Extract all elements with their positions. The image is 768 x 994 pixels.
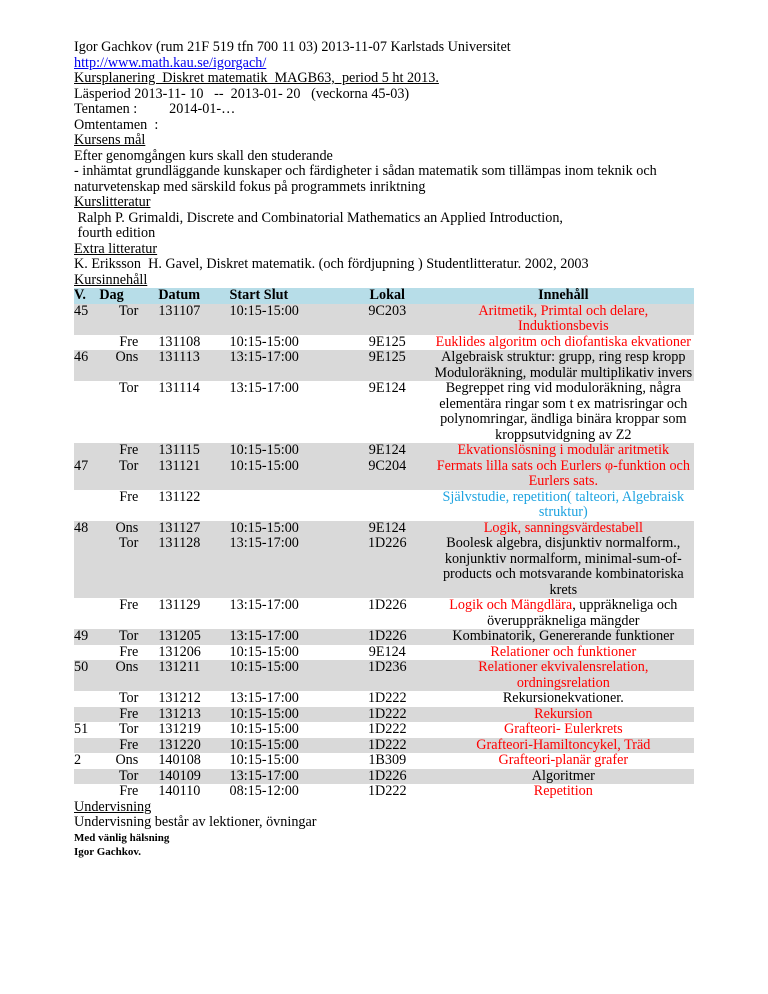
day-cell: Tor bbox=[99, 769, 158, 785]
time-cell: 13:15-17:00 bbox=[230, 629, 342, 645]
time-cell: 08:15-12:00 bbox=[229, 783, 299, 799]
day-cell: Fre bbox=[119, 333, 139, 350]
date-cell: 131220 bbox=[158, 738, 229, 754]
day-cell: Tor bbox=[99, 459, 158, 490]
time-cell: 10:15-15:00 bbox=[229, 333, 299, 350]
content-cell: Grafteori- Eulerkrets bbox=[504, 721, 623, 737]
room-cell: 1D222 bbox=[367, 690, 407, 706]
week-cell: 47 bbox=[74, 459, 99, 490]
date-cell: 131107 bbox=[158, 304, 229, 335]
goals-text-2: - inhämtat grundläggande kunskaper och färdigheter i sådan matematik som tillämpas inom teknik och naturvetenskap med särskild fokus på programmets inriktning bbox=[74, 163, 657, 195]
day-cell: Fre bbox=[99, 707, 158, 723]
week-cell: 48 bbox=[74, 521, 99, 537]
room-cell: 1B309 bbox=[368, 752, 407, 768]
date-cell: 131219 bbox=[158, 721, 201, 737]
time-cell: 13:15-17:00 bbox=[230, 350, 342, 381]
week-cell: 2 bbox=[74, 752, 82, 768]
date-cell: 131121 bbox=[158, 459, 229, 490]
schedule-row bbox=[74, 707, 694, 723]
room-cell: 9E125 bbox=[342, 350, 433, 381]
time-cell: 13:15-17:00 bbox=[229, 690, 299, 706]
schedule-row bbox=[74, 598, 694, 629]
content-rest: , uppräkneliga och överuppräkneliga mängder bbox=[487, 597, 678, 629]
content-cell: Grafteori-Hamiltoncykel, Träd bbox=[433, 738, 694, 754]
room-cell: 1D222 bbox=[342, 738, 433, 754]
schedule-row bbox=[74, 459, 694, 490]
week-cell bbox=[74, 598, 99, 629]
day-cell: Fre bbox=[119, 488, 139, 505]
date-cell: 131128 bbox=[158, 536, 229, 598]
time-cell: 13:15-17:00 bbox=[229, 380, 299, 396]
extra-literature-text: K. Eriksson H. Gavel, Diskret matematik. (och fördjupning ) Studentlitteratur. 2002, 2003 bbox=[74, 256, 589, 272]
room-cell: 9C204 bbox=[342, 459, 433, 490]
time-cell: 10:15-15:00 bbox=[230, 660, 342, 691]
day-cell: Fre bbox=[119, 597, 139, 613]
week-cell bbox=[74, 784, 99, 800]
goals-heading: Kursens mål bbox=[74, 132, 146, 148]
content-cell: Repetition bbox=[533, 783, 593, 799]
time-cell: 10:15-15:00 bbox=[229, 721, 299, 737]
date-cell: 131205 bbox=[158, 629, 229, 645]
schedule-row bbox=[74, 753, 694, 769]
date-cell: 140110 bbox=[158, 783, 201, 799]
week-cell bbox=[74, 645, 99, 661]
week-cell: 45 bbox=[74, 304, 99, 335]
room-cell: 1D226 bbox=[342, 769, 433, 785]
content-cell: Relationer ekvivalensrelation, ordningsrelation bbox=[433, 660, 694, 691]
time-cell bbox=[230, 490, 342, 521]
room-cell: 1D222 bbox=[367, 783, 407, 799]
literature-text-1: Ralph P. Grimaldi, Discrete and Combinatorial Mathematics an Applied Introduction, bbox=[74, 209, 563, 226]
schedule-row bbox=[74, 490, 694, 521]
header-info: Igor Gachkov (rum 21F 519 tfn 700 11 03) 2013-11-07 Karlstads Universitet bbox=[74, 39, 511, 55]
date-cell: 131213 bbox=[158, 707, 229, 723]
week-cell: 51 bbox=[74, 721, 89, 737]
content-cell: Fermats lilla sats och Eurlers φ-funktion och Eurlers sats. bbox=[433, 459, 694, 490]
schedule-row bbox=[74, 629, 694, 645]
day-cell: Ons bbox=[99, 521, 158, 537]
schedule-row bbox=[74, 784, 694, 800]
schedule-row bbox=[74, 381, 694, 443]
schedule-row bbox=[74, 645, 694, 661]
day-cell: Tor bbox=[118, 380, 139, 396]
day-cell: Fre bbox=[119, 783, 139, 799]
signature-greeting: Med vänlig hälsning bbox=[74, 831, 170, 844]
homepage-link[interactable]: http://www.math.kau.se/igorgach/ bbox=[74, 54, 267, 71]
date-cell: 131127 bbox=[158, 521, 229, 537]
day-cell: Fre bbox=[119, 643, 139, 660]
course-plan-title: Kursplanering Diskret matematik MAGB63, period 5 ht 2013. bbox=[74, 70, 439, 86]
schedule-table bbox=[74, 288, 694, 800]
day-cell: Tor bbox=[99, 536, 158, 598]
header-day: Dag bbox=[99, 288, 158, 304]
header-date: Datum bbox=[158, 288, 229, 304]
schedule-row bbox=[74, 304, 694, 335]
document-page bbox=[74, 40, 694, 859]
room-cell: 1D226 bbox=[342, 536, 433, 598]
room-cell: 1D236 bbox=[342, 660, 433, 691]
schedule-row bbox=[74, 521, 694, 537]
room-cell: 9C203 bbox=[342, 304, 433, 335]
week-cell bbox=[74, 738, 99, 754]
date-cell: 131113 bbox=[158, 350, 229, 381]
date-cell: 131212 bbox=[158, 690, 201, 706]
date-cell: 131129 bbox=[158, 597, 201, 613]
week-cell: 50 bbox=[74, 660, 99, 691]
schedule-row bbox=[74, 769, 694, 785]
room-cell bbox=[342, 490, 433, 521]
header-week: V. bbox=[74, 288, 99, 304]
room-cell: 1D222 bbox=[367, 721, 407, 737]
day-cell: Tor bbox=[99, 629, 158, 645]
room-cell: 9E124 bbox=[368, 643, 406, 660]
day-cell: Tor bbox=[99, 304, 158, 335]
time-cell: 10:15-15:00 bbox=[229, 752, 299, 768]
content-cell: Euklides algoritm och diofantiska ekvationer bbox=[435, 333, 691, 350]
date-cell: 131108 bbox=[158, 333, 201, 350]
contents-heading: Kursinnehåll bbox=[74, 271, 148, 288]
week-cell bbox=[74, 769, 99, 785]
content-cell: Kombinatorik, Genererande funktioner bbox=[433, 629, 694, 645]
date-cell: 140108 bbox=[158, 752, 201, 768]
content-cell bbox=[433, 598, 694, 629]
day-cell: Ons bbox=[99, 660, 158, 691]
time-cell: 13:15-17:00 bbox=[230, 536, 342, 598]
content-cell: Ekvationslösning i modulär aritmetik bbox=[433, 443, 694, 459]
content-highlight: Logik och Mängdlära bbox=[449, 597, 573, 613]
content-cell: Algoritmer bbox=[433, 769, 694, 785]
content-cell: Begreppet ring vid moduloräkning, några elementära ringar som t ex matrisringar och polynomringar, ändliga binära kroppar som kroppsutvidgning av Z2 bbox=[439, 380, 688, 443]
schedule-row bbox=[74, 722, 694, 738]
literature-text-2: fourth edition bbox=[74, 225, 156, 241]
day-cell: Ons bbox=[99, 350, 158, 381]
time-cell: 10:15-15:00 bbox=[230, 443, 342, 459]
room-cell: 1D226 bbox=[342, 629, 433, 645]
schedule-header-row bbox=[74, 288, 694, 304]
schedule-row bbox=[74, 335, 694, 351]
content-cell: Rekursion bbox=[433, 707, 694, 723]
day-cell: Fre bbox=[99, 443, 158, 459]
schedule-row bbox=[74, 536, 694, 598]
week-cell: 46 bbox=[74, 350, 99, 381]
week-cell bbox=[74, 707, 99, 723]
literature-heading: Kurslitteratur bbox=[74, 194, 151, 210]
room-cell: 9E124 bbox=[342, 521, 433, 537]
day-cell: Ons bbox=[115, 752, 139, 768]
content-cell: Logik, sanningsvärdestabell bbox=[433, 521, 694, 537]
week-cell bbox=[74, 536, 99, 598]
room-cell: 9E124 bbox=[342, 443, 433, 459]
goals-text-1: Efter genomgången kurs skall den studerande bbox=[74, 147, 333, 164]
week-cell bbox=[74, 443, 99, 459]
schedule-row bbox=[74, 443, 694, 459]
schedule-row bbox=[74, 691, 694, 707]
day-cell: Tor bbox=[118, 690, 139, 706]
day-cell: Tor bbox=[118, 721, 139, 737]
schedule-row bbox=[74, 350, 694, 381]
extra-literature-heading: Extra litteratur bbox=[74, 240, 158, 257]
date-cell: 131122 bbox=[158, 488, 201, 505]
schedule-row bbox=[74, 660, 694, 691]
schedule-row bbox=[74, 738, 694, 754]
date-cell: 131114 bbox=[158, 380, 200, 396]
time-cell: 10:15-15:00 bbox=[230, 707, 342, 723]
exam-date: Tentamen : 2014-01-… bbox=[74, 101, 236, 117]
content-cell: Algebraisk struktur: grupp, ring resp kropp Moduloräkning, modulär multiplikativ invers bbox=[434, 349, 693, 381]
header-time: Start Slut bbox=[230, 288, 342, 304]
week-cell bbox=[74, 381, 99, 443]
week-cell bbox=[74, 335, 99, 351]
time-cell: 10:15-15:00 bbox=[230, 521, 342, 537]
date-cell: 131206 bbox=[158, 643, 201, 660]
date-cell: 140109 bbox=[158, 769, 229, 785]
header-room: Lokal bbox=[342, 288, 433, 304]
time-cell: 10:15-15:00 bbox=[230, 304, 342, 335]
week-cell bbox=[74, 490, 99, 521]
content-cell: Boolesk algebra, disjunktiv normalform., konjunktiv normalform, minimal-sum-of-products och motsvarande kombinatoriska krets bbox=[433, 536, 694, 598]
week-cell bbox=[74, 691, 99, 707]
content-cell: Rekursionekvationer. bbox=[502, 690, 624, 706]
date-cell: 131211 bbox=[158, 660, 229, 691]
room-cell: 1D226 bbox=[367, 597, 407, 613]
signature-name: Igor Gachkov. bbox=[74, 845, 142, 858]
content-cell: Grafteori-planär grafer bbox=[498, 752, 629, 768]
room-cell: 1D222 bbox=[342, 707, 433, 723]
header-content: Innehåll bbox=[433, 288, 694, 304]
teaching-text: Undervisning består av lektioner, övningar bbox=[74, 814, 317, 830]
week-cell: 49 bbox=[74, 629, 99, 645]
study-period: Läsperiod 2013-11- 10 -- 2013-01- 20 (veckorna 45-03) bbox=[74, 85, 410, 102]
content-cell: Självstudie, repetition( talteori, Algebraisk struktur) bbox=[442, 488, 685, 520]
date-cell: 131115 bbox=[158, 443, 229, 459]
teaching-heading: Undervisning bbox=[74, 798, 152, 815]
content-cell: Aritmetik, Primtal och delare, Induktionsbevis bbox=[433, 304, 694, 335]
room-cell: 9E125 bbox=[368, 333, 406, 350]
time-cell: 13:15-17:00 bbox=[230, 769, 342, 785]
re-exam-date: Omtentamen : bbox=[74, 116, 159, 133]
time-cell: 10:15-15:00 bbox=[230, 738, 342, 754]
time-cell: 10:15-15:00 bbox=[230, 459, 342, 490]
content-cell: Relationer och funktioner bbox=[490, 643, 637, 660]
time-cell: 13:15-17:00 bbox=[229, 597, 299, 613]
room-cell: 9E124 bbox=[368, 380, 406, 396]
day-cell: Fre bbox=[99, 738, 158, 754]
time-cell: 10:15-15:00 bbox=[229, 643, 299, 660]
